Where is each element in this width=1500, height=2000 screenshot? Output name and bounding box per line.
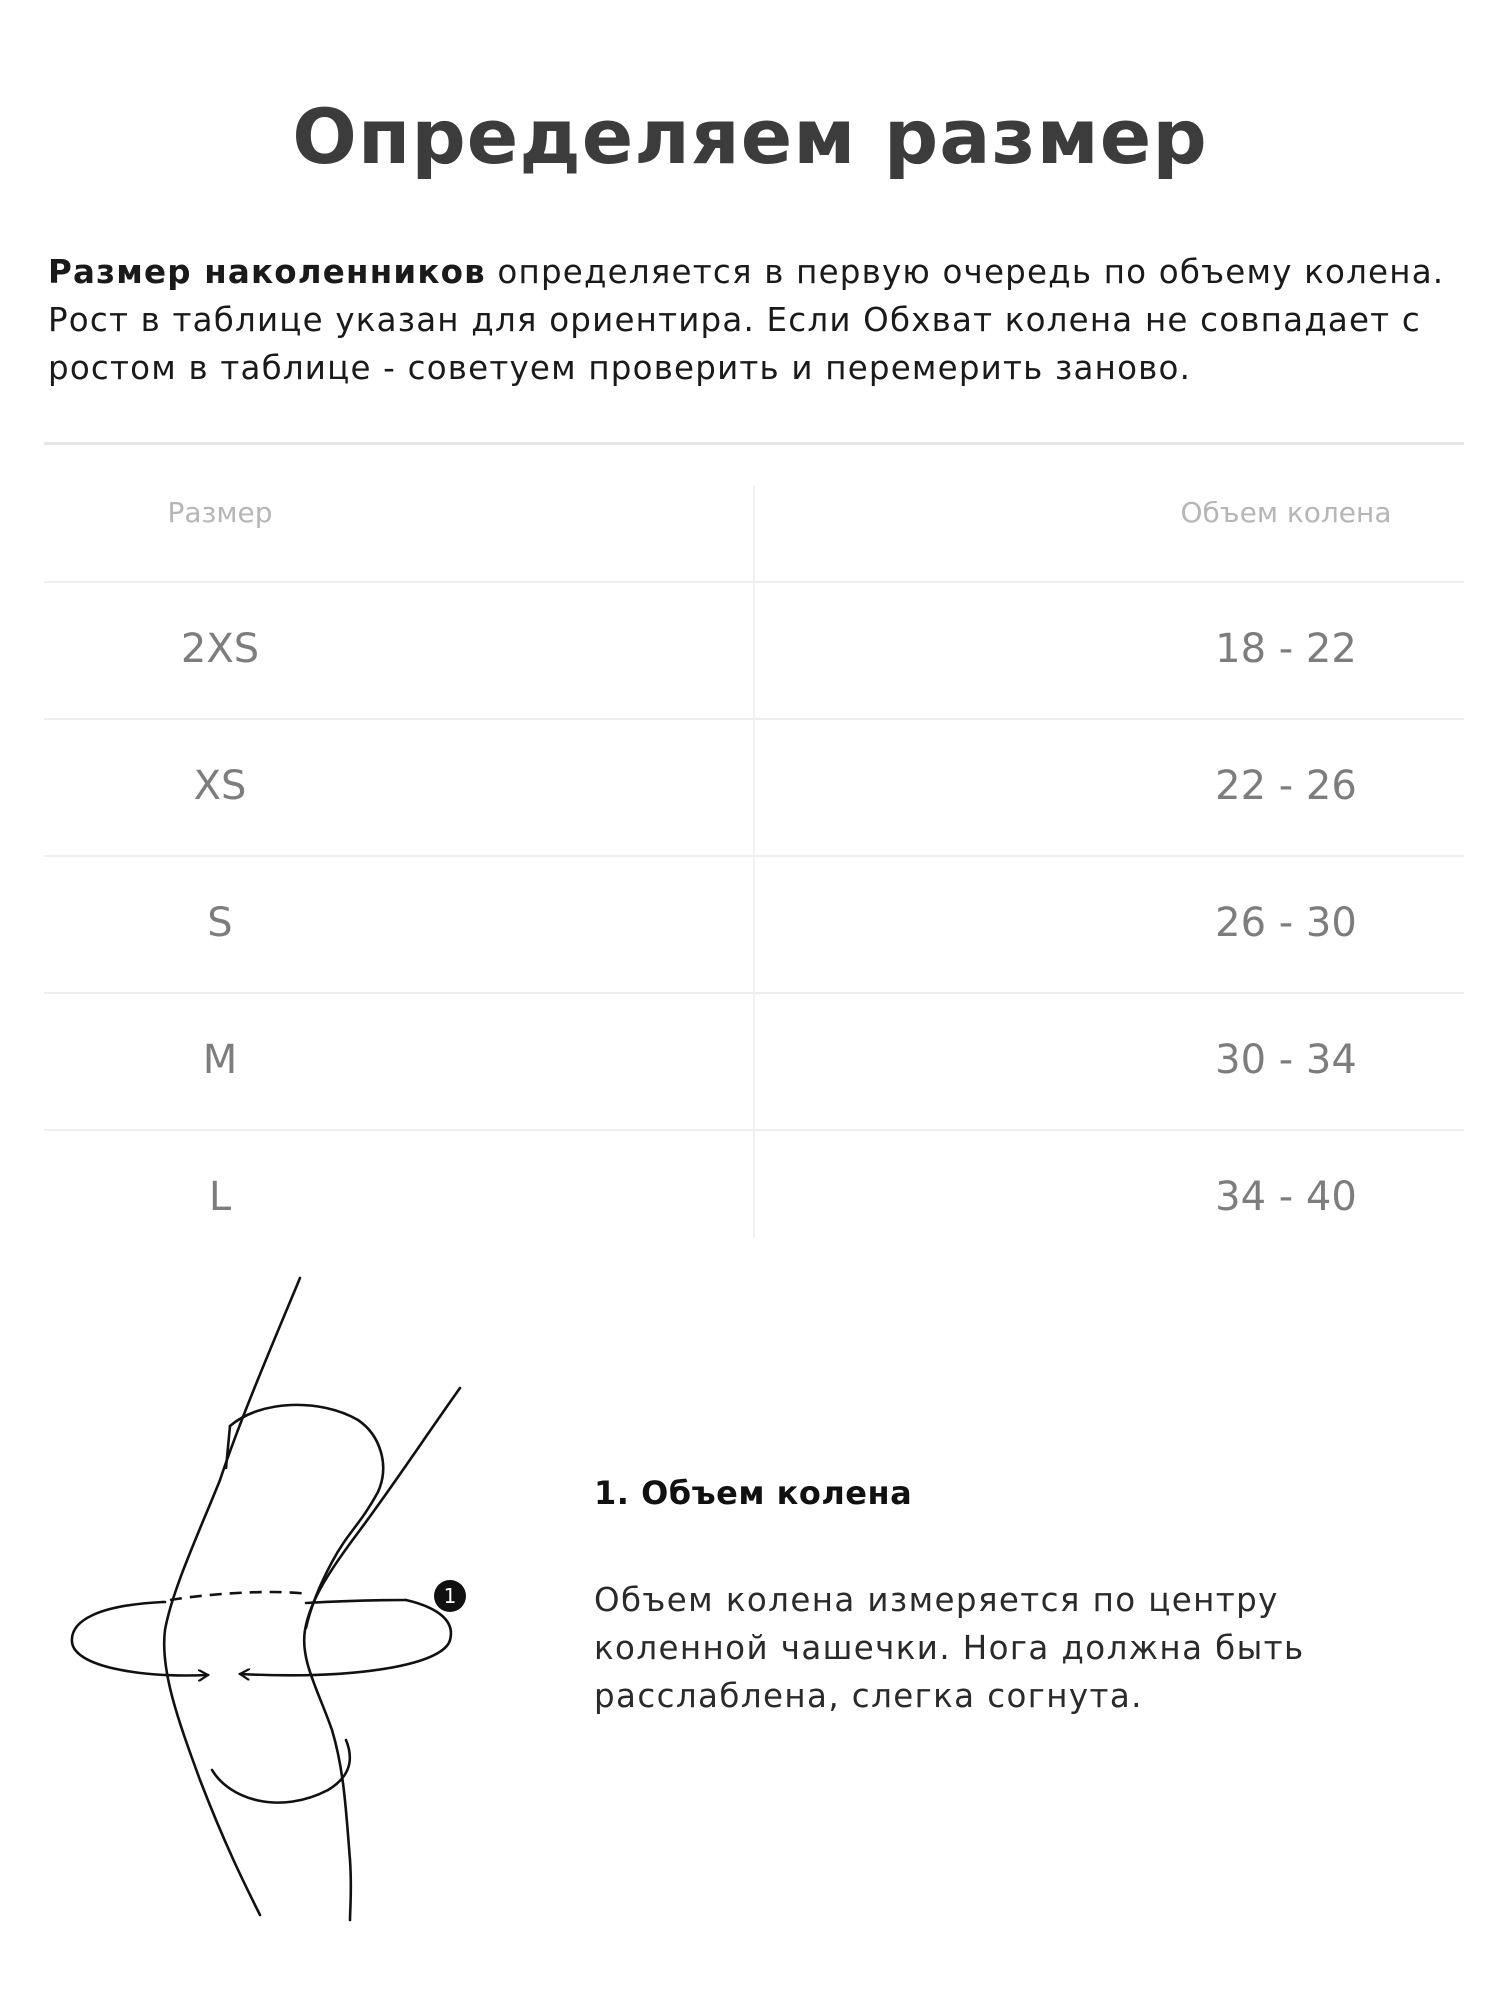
table-cell-volume: 26 - 30 (1215, 900, 1357, 946)
table-cell-size: 2XS (180, 626, 260, 672)
table-cell-volume: 18 - 22 (1215, 626, 1357, 672)
table-header-size: Размер (167, 496, 273, 529)
table-cell-size: XS (193, 763, 247, 809)
table-cell-volume: 22 - 26 (1215, 763, 1357, 809)
intro-bold: Размер наколенников (48, 253, 486, 291)
table-cell-size: L (208, 1174, 232, 1220)
measurement-description: Объем колена измеряется по центру коленной чашечки. Нога должна быть расслаблена, слегка согнута. (594, 1581, 1305, 1715)
row-divider (44, 992, 1464, 994)
table-cell-size: M (202, 1037, 238, 1083)
number-badge-icon: 1 (434, 1580, 466, 1612)
intro-paragraph (48, 248, 1468, 392)
table-cell-size: S (207, 900, 233, 946)
row-divider (44, 1129, 1464, 1131)
table-cell-volume: 34 - 40 (1215, 1174, 1357, 1220)
measurement-title: 1. Объем колена (594, 1474, 913, 1512)
row-divider (44, 855, 1464, 857)
table-header-knee-volume: Объем колена (1180, 496, 1392, 529)
table-top-divider (44, 442, 1464, 445)
table-column-divider (753, 486, 755, 1238)
row-divider (44, 718, 1464, 720)
table-cell-volume: 30 - 34 (1215, 1037, 1357, 1083)
row-divider (44, 581, 1464, 583)
page-title: Определяем размер (292, 92, 1208, 181)
intro-text: определяется в первую очередь по объему колена. Рост в таблице указан для ориентира. Если Обхват колена не совпадает с ростом в таблице - советуем проверить и перемерить заново. (48, 253, 1445, 387)
